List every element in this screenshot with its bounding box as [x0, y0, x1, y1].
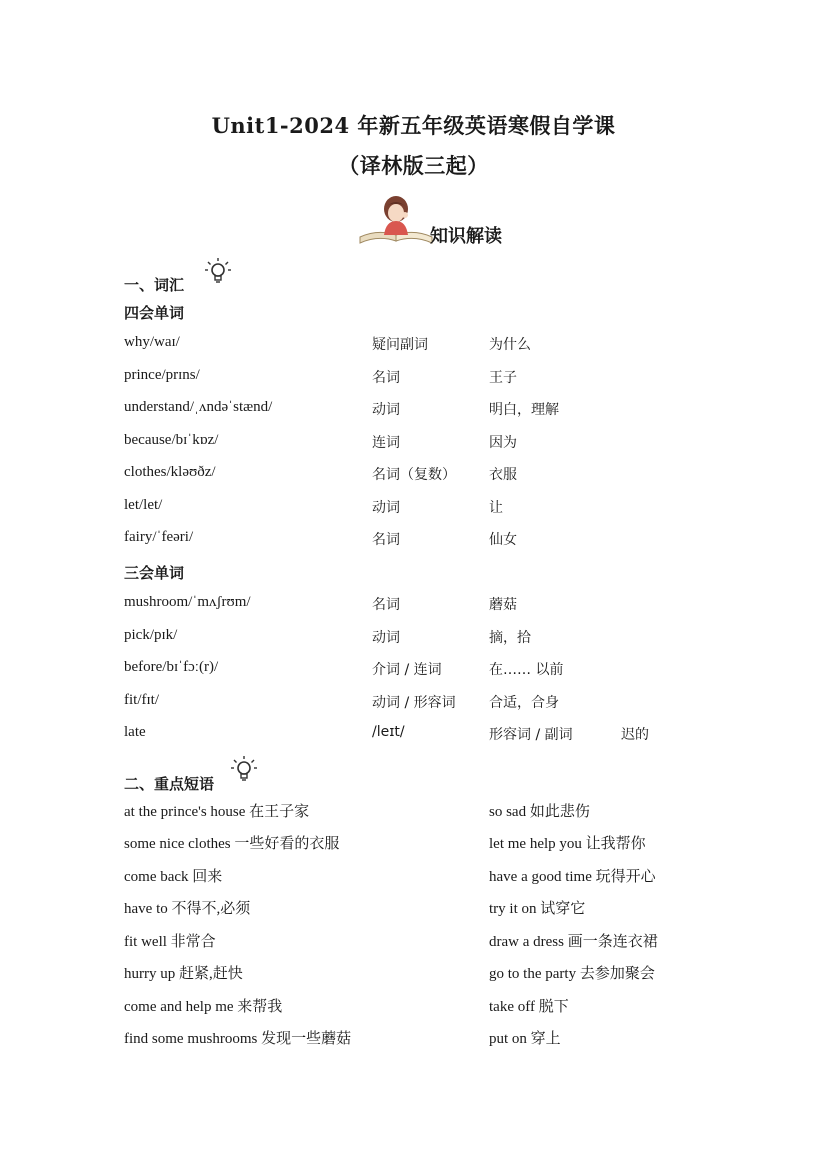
vocab-meaning: 摘，拾 — [489, 630, 531, 646]
phrase-right: let me help you 让我帮你 — [489, 836, 646, 852]
vocab-meaning: 为什么 — [489, 337, 531, 353]
document-subtitle: （译林版三起） — [338, 153, 489, 178]
vocab-row — [0, 432, 827, 456]
vocab-row — [0, 367, 827, 391]
section-vocabulary-heading: 一、词汇 — [124, 276, 185, 294]
vocab-meaning: 迟的 — [621, 727, 649, 743]
vocab-word: before/bɪˈfɔː(r)/ — [124, 659, 219, 675]
vocab-meaning: 因为 — [489, 435, 517, 451]
phrase-right: so sad 如此悲伤 — [489, 804, 590, 820]
phrase-row — [0, 930, 827, 954]
phrase-row — [0, 897, 827, 921]
phrase-row — [0, 995, 827, 1019]
phrase-right: try it on 试穿它 — [489, 901, 586, 917]
phrase-left: come back 回来 — [124, 869, 223, 885]
phrase-left: hurry up 赶紧,赶快 — [124, 966, 243, 982]
vocab-word: fit/fɪt/ — [124, 692, 159, 708]
phrase-left: fit well 非常合 — [124, 934, 216, 950]
vocab-row — [0, 594, 827, 618]
vocab-pos: 疑问副词 — [372, 337, 428, 353]
banner-label: 知识解读 — [430, 226, 502, 247]
phrase-left: come and help me 来帮我 — [124, 999, 283, 1015]
vocab-meaning: 衣服 — [489, 467, 517, 483]
vocab-word: let/let/ — [124, 497, 163, 513]
phrase-row — [0, 832, 827, 856]
vocab-pos: 动词 — [372, 500, 400, 516]
vocab-pos: 名词 — [372, 532, 400, 548]
vocab-row — [0, 464, 827, 488]
vocab-word: prince/prɪns/ — [124, 367, 200, 383]
phrase-right: put on 穿上 — [489, 1031, 561, 1047]
vocab-meaning: 明白，理解 — [489, 402, 559, 418]
vocab-word: understand/ˌʌndəˈstænd/ — [124, 399, 273, 415]
vocab-row — [0, 529, 827, 553]
document-title: Unit1-2024 年新五年级英语寒假自学课 — [211, 113, 616, 138]
vocab-meaning: 在…… 以前 — [489, 662, 564, 678]
vocab-pos: 动词 — [372, 630, 400, 646]
phrase-right: go to the party 去参加聚会 — [489, 966, 655, 982]
phrase-row — [0, 800, 827, 824]
vocab-row — [0, 334, 827, 358]
vocab-meaning: 仙女 — [489, 532, 517, 548]
vocab-word: why/waɪ/ — [124, 334, 180, 350]
phrase-left: have to 不得不,必须 — [124, 901, 251, 917]
vocab-meaning: 蘑菇 — [489, 597, 517, 613]
vocab-row — [0, 724, 827, 748]
vocab-pos: 形容词 / 副词 — [489, 727, 573, 743]
lightbulb-icon — [229, 754, 259, 784]
vocab-row — [0, 627, 827, 651]
vocab-row — [0, 399, 827, 423]
phrase-row — [0, 865, 827, 889]
phrase-left: find some mushrooms 发现一些蘑菇 — [124, 1031, 352, 1047]
vocab-meaning: 王子 — [489, 370, 517, 386]
section-phrases-heading: 二、重点短语 — [124, 775, 215, 793]
vocab-row — [0, 659, 827, 683]
vocab-pos: 名词 — [372, 370, 400, 386]
vocab-pos: 动词 / 形容词 — [372, 695, 456, 711]
phrase-row — [0, 962, 827, 986]
vocab-pos: 名词 — [372, 597, 400, 613]
phrase-left: at the prince's house 在王子家 — [124, 804, 310, 820]
vocab-pos: 名词（复数） — [372, 467, 456, 483]
vocab-word: fairy/ˈfeəri/ — [124, 529, 194, 545]
vocab-word: clothes/kləʊðz/ — [124, 464, 216, 480]
vocab-phonetic: /leɪt/ — [372, 724, 405, 740]
vocab-pos: 连词 — [372, 435, 400, 451]
four-skill-words-heading: 四会单词 — [124, 304, 185, 322]
lightbulb-icon — [203, 256, 233, 286]
vocab-word: because/bɪˈkɒz/ — [124, 432, 219, 448]
vocab-pos: 介词 / 连词 — [372, 662, 442, 678]
vocab-row — [0, 497, 827, 521]
vocab-word: late — [124, 724, 146, 740]
vocab-pos: 动词 — [372, 402, 400, 418]
vocab-word: pick/pɪk/ — [124, 627, 178, 643]
phrase-row — [0, 1027, 827, 1051]
phrase-right: take off 脱下 — [489, 999, 569, 1015]
vocab-meaning: 合适，合身 — [489, 695, 559, 711]
phrase-right: draw a dress 画一条连衣裙 — [489, 934, 658, 950]
three-skill-words-heading: 三会单词 — [124, 564, 185, 582]
vocab-meaning: 让 — [489, 500, 503, 516]
phrase-right: have a good time 玩得开心 — [489, 869, 656, 885]
phrase-left: some nice clothes 一些好看的衣服 — [124, 836, 340, 852]
vocab-row — [0, 692, 827, 716]
vocab-word: mushroom/ˈmʌʃrʊm/ — [124, 594, 251, 610]
